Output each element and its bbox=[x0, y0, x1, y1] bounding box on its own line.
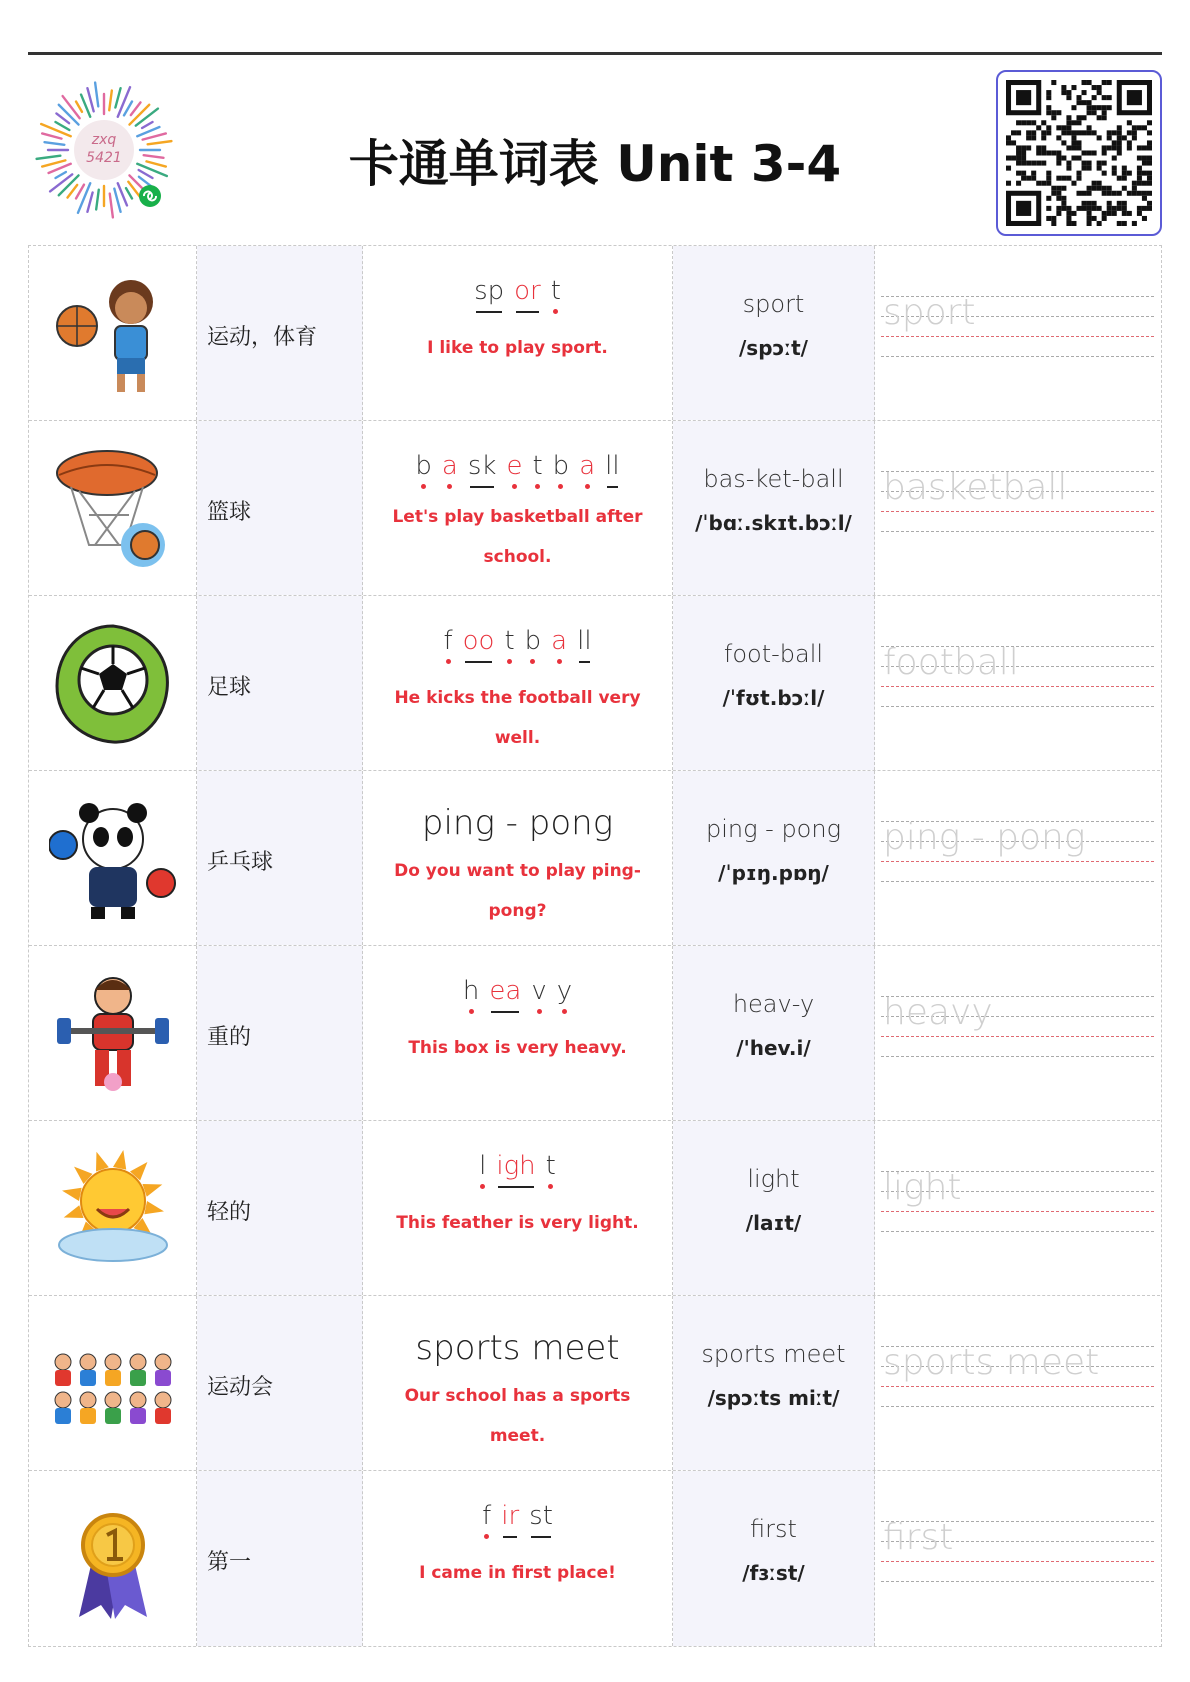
sun-cloud-icon bbox=[49, 1145, 177, 1273]
syllable bbox=[514, 276, 541, 318]
ipa-transcription: /spɔːts miːt/ bbox=[707, 1386, 840, 1410]
syllable-dash-mark bbox=[496, 1181, 535, 1193]
syllable-letters: b bbox=[415, 451, 432, 481]
phonics-word bbox=[363, 451, 672, 493]
page-title: 卡通单词表 Unit 3-4 bbox=[348, 135, 842, 193]
picture-cell bbox=[29, 246, 197, 420]
syllable bbox=[482, 1501, 491, 1543]
handwriting-guide-line bbox=[881, 336, 1154, 337]
chinese-meaning-cell bbox=[197, 1471, 363, 1646]
chinese-meaning-cell bbox=[197, 596, 363, 770]
table-row bbox=[29, 1121, 1160, 1296]
basketball-boy-icon bbox=[49, 270, 177, 398]
pronunciation-cell bbox=[673, 1471, 875, 1646]
handwriting-practice-cell bbox=[875, 246, 1160, 420]
syllable bbox=[529, 1501, 553, 1543]
headword: sports meet bbox=[415, 1328, 620, 1368]
trace-word: heavy bbox=[883, 992, 993, 1033]
syllable-letters: sk bbox=[467, 451, 497, 481]
picture-cell bbox=[29, 1471, 197, 1646]
chinese-meaning: 轻的 bbox=[207, 1200, 252, 1225]
handwriting-practice-cell bbox=[875, 421, 1160, 595]
phonics-word-cell bbox=[363, 246, 673, 420]
handwriting-guide-line bbox=[881, 1386, 1154, 1387]
syllable-dash-mark bbox=[463, 656, 495, 668]
table-row bbox=[29, 946, 1160, 1121]
handwriting-practice-cell bbox=[875, 596, 1160, 770]
syllable-letters: sp bbox=[474, 276, 505, 306]
chinese-meaning: 篮球 bbox=[207, 500, 252, 525]
ipa-transcription: /fɜːst/ bbox=[742, 1561, 805, 1585]
sports-kids-icon bbox=[49, 1320, 177, 1448]
syllable bbox=[551, 276, 561, 318]
pronunciation-cell bbox=[673, 771, 875, 945]
phonics-word bbox=[363, 803, 672, 843]
phonics-word bbox=[363, 276, 672, 318]
chinese-meaning: 运动会 bbox=[207, 1375, 274, 1400]
handwriting-guide-line bbox=[881, 1036, 1154, 1037]
handwriting-guide-line bbox=[881, 511, 1154, 512]
chinese-meaning: 乒乓球 bbox=[207, 850, 274, 875]
trace-word: sports meet bbox=[883, 1342, 1100, 1383]
vocabulary-table bbox=[28, 245, 1162, 1647]
picture-cell bbox=[29, 946, 197, 1120]
page-header bbox=[28, 62, 1162, 242]
syllable-letters: ll bbox=[605, 451, 620, 481]
logo-text-1: zxq bbox=[91, 132, 117, 148]
pronunciation-cell bbox=[673, 1121, 875, 1295]
phonics-word-cell bbox=[363, 771, 673, 945]
syllable-letters: l bbox=[479, 1151, 487, 1181]
panda-ping-pong-icon bbox=[49, 795, 177, 923]
logo-text-2: 5421 bbox=[86, 150, 122, 166]
picture-cell bbox=[29, 771, 197, 945]
handwriting-guide-line bbox=[881, 1231, 1154, 1232]
pronunciation-cell bbox=[673, 946, 875, 1120]
pronunciation-cell bbox=[673, 421, 875, 595]
ipa-transcription: /'hev.i/ bbox=[736, 1036, 811, 1060]
syllable bbox=[506, 451, 522, 493]
syllable-dot-mark bbox=[443, 656, 452, 668]
syllable-letters: a bbox=[551, 626, 568, 656]
syllable-dot-mark bbox=[532, 481, 542, 493]
handwriting-guide-line bbox=[881, 881, 1154, 882]
syllable-letters: b bbox=[524, 626, 542, 656]
syllable-dot-mark bbox=[579, 481, 595, 493]
basketball-hoop-icon bbox=[49, 445, 177, 573]
syllable bbox=[546, 1151, 556, 1193]
syllable-dash-mark bbox=[577, 656, 591, 668]
syllable bbox=[479, 1151, 486, 1193]
syllable bbox=[504, 626, 514, 668]
syllable-letters: f bbox=[443, 626, 453, 656]
qr-code-icon bbox=[1006, 80, 1152, 226]
handwriting-practice-cell bbox=[875, 1471, 1160, 1646]
phonics-word-cell bbox=[363, 596, 673, 770]
syllable-letters: b bbox=[552, 451, 570, 481]
handwriting-guide-line bbox=[881, 861, 1154, 862]
syllable-dot-mark bbox=[546, 1181, 556, 1193]
syllable-dot-mark bbox=[415, 481, 432, 493]
syllable bbox=[474, 276, 504, 318]
syllable bbox=[532, 451, 542, 493]
example-sentence: This box is very heavy. bbox=[408, 1038, 627, 1058]
syllable bbox=[468, 451, 497, 493]
syllable-letters: e bbox=[506, 451, 523, 481]
syllable-letters: st bbox=[529, 1501, 553, 1531]
phonics-word bbox=[363, 626, 672, 668]
syllable bbox=[551, 626, 567, 668]
example-sentence: Let's play basketball after school. bbox=[392, 507, 643, 567]
chinese-meaning-cell bbox=[197, 421, 363, 595]
syllable-dash-mark bbox=[501, 1531, 519, 1543]
table-row bbox=[29, 246, 1160, 421]
handwriting-guide-line bbox=[881, 1211, 1154, 1212]
syllable-letters: t bbox=[532, 451, 543, 481]
syllable-split-word: heav-y bbox=[732, 990, 815, 1018]
syllable bbox=[463, 626, 495, 668]
syllable-dot-mark bbox=[482, 1531, 491, 1543]
ipa-transcription: /ˈpɪŋ.pɒŋ/ bbox=[718, 861, 829, 885]
table-row bbox=[29, 421, 1160, 596]
ipa-transcription: /ˈbɑː.skɪt.bɔːl/ bbox=[695, 511, 852, 535]
syllable-dot-mark bbox=[504, 656, 514, 668]
syllable-letters: t bbox=[504, 626, 515, 656]
trace-word: football bbox=[883, 642, 1019, 683]
handwriting-practice-cell bbox=[875, 771, 1160, 945]
syllable-dot-mark bbox=[553, 481, 570, 493]
headword: ping - pong bbox=[421, 803, 614, 843]
handwriting-guide-line bbox=[881, 1406, 1154, 1407]
phonics-word-cell bbox=[363, 1296, 673, 1470]
syllable-split-word: sports meet bbox=[701, 1340, 846, 1368]
handwriting-practice-cell bbox=[875, 1121, 1160, 1295]
weightlifter-icon bbox=[49, 970, 177, 1098]
handwriting-guide-line bbox=[881, 1581, 1154, 1582]
syllable bbox=[577, 626, 591, 668]
syllable bbox=[579, 451, 595, 493]
chinese-meaning-cell bbox=[197, 1296, 363, 1470]
picture-cell bbox=[29, 1296, 197, 1470]
syllable-dash-mark bbox=[529, 1531, 553, 1543]
syllable-dot-mark bbox=[442, 481, 458, 493]
syllable-dot-mark bbox=[551, 306, 561, 318]
trace-word: light bbox=[883, 1167, 962, 1208]
phonics-word-cell bbox=[363, 1121, 673, 1295]
syllable bbox=[463, 976, 479, 1018]
ipa-transcription: /laɪt/ bbox=[745, 1211, 802, 1235]
syllable-dash-mark bbox=[514, 306, 541, 318]
pronunciation-cell bbox=[673, 246, 875, 420]
chinese-meaning: 第一 bbox=[207, 1550, 252, 1575]
chinese-meaning-cell bbox=[197, 771, 363, 945]
pronunciation-cell bbox=[673, 1296, 875, 1470]
syllable-split-word: bas-ket-ball bbox=[703, 465, 844, 493]
phonics-word-cell bbox=[363, 946, 673, 1120]
example-sentence: I came in first place! bbox=[419, 1563, 616, 1583]
syllable bbox=[415, 451, 432, 493]
top-rule bbox=[28, 52, 1162, 55]
syllable-letters: ea bbox=[489, 976, 522, 1006]
syllable-dot-mark bbox=[525, 656, 542, 668]
example-sentence: He kicks the football very well. bbox=[394, 688, 641, 748]
table-row bbox=[29, 596, 1160, 771]
handwriting-practice-cell bbox=[875, 946, 1160, 1120]
ipa-transcription: /ˈfʊt.bɔːl/ bbox=[722, 686, 825, 710]
syllable-dot-mark bbox=[463, 1006, 479, 1018]
handwriting-guide-line bbox=[881, 1056, 1154, 1057]
chinese-meaning-cell bbox=[197, 246, 363, 420]
syllable-letters: a bbox=[441, 451, 458, 481]
syllable bbox=[442, 451, 458, 493]
trace-word: basketball bbox=[883, 467, 1068, 508]
chinese-meaning: 运动，体育 bbox=[207, 325, 318, 350]
syllable bbox=[489, 976, 521, 1018]
syllable-letters: ir bbox=[501, 1501, 520, 1531]
example-sentence: This feather is very light. bbox=[396, 1213, 639, 1233]
syllable-split-word: light bbox=[747, 1165, 800, 1193]
syllable bbox=[605, 451, 619, 493]
phonics-word bbox=[363, 1501, 672, 1543]
handwriting-guide-line bbox=[881, 356, 1154, 357]
syllable-letters: f bbox=[482, 1501, 492, 1531]
syllable-dash-mark bbox=[489, 1006, 521, 1018]
picture-cell bbox=[29, 421, 197, 595]
table-row bbox=[29, 771, 1160, 946]
picture-cell bbox=[29, 596, 197, 770]
example-sentence: Do you want to play ping-pong? bbox=[394, 861, 641, 921]
syllable-letters: h bbox=[462, 976, 480, 1006]
syllable-dash-mark bbox=[605, 481, 619, 493]
handwriting-guide-line bbox=[881, 1561, 1154, 1562]
handwriting-guide-line bbox=[881, 531, 1154, 532]
syllable-dot-mark bbox=[506, 481, 522, 493]
syllable bbox=[557, 976, 572, 1018]
handwriting-practice-cell bbox=[875, 1296, 1160, 1470]
syllable-split-word: sport bbox=[742, 290, 805, 318]
chinese-meaning: 重的 bbox=[207, 1025, 252, 1050]
syllable bbox=[531, 976, 546, 1018]
syllable bbox=[496, 1151, 535, 1193]
syllable bbox=[525, 626, 542, 668]
syllable-split-word: first bbox=[750, 1515, 797, 1543]
syllable-dot-mark bbox=[531, 1006, 546, 1018]
syllable bbox=[553, 451, 570, 493]
gold-medal-icon bbox=[49, 1495, 177, 1623]
syllable-letters: igh bbox=[496, 1151, 536, 1181]
syllable-split-word: foot-ball bbox=[723, 640, 824, 668]
syllable-letters: a bbox=[579, 451, 596, 481]
trace-word: ping - pong bbox=[883, 817, 1086, 858]
syllable-dash-mark bbox=[474, 306, 504, 318]
syllable-dot-mark bbox=[551, 656, 567, 668]
phonics-word-cell bbox=[363, 421, 673, 595]
trace-word: sport bbox=[883, 292, 976, 333]
syllable-letters: y bbox=[556, 976, 573, 1006]
qr-code bbox=[996, 70, 1162, 236]
syllable-dash-mark bbox=[468, 481, 497, 493]
phonics-word-cell bbox=[363, 1471, 673, 1646]
syllable-dot-mark bbox=[479, 1181, 486, 1193]
syllable-split-word: ping - pong bbox=[706, 815, 841, 843]
example-sentence: Our school has a sports meet. bbox=[404, 1386, 631, 1446]
chinese-meaning-cell bbox=[197, 946, 363, 1120]
soccer-ball-icon bbox=[49, 620, 177, 748]
phonics-word bbox=[363, 976, 672, 1018]
ipa-transcription: /spɔːt/ bbox=[739, 336, 808, 360]
pronunciation-cell bbox=[673, 596, 875, 770]
example-sentence: I like to play sport. bbox=[427, 338, 608, 358]
chinese-meaning: 足球 bbox=[207, 675, 252, 700]
table-row bbox=[29, 1296, 1160, 1471]
syllable-letters: or bbox=[514, 276, 541, 306]
syllable-dot-mark bbox=[557, 1006, 572, 1018]
handwriting-guide-line bbox=[881, 706, 1154, 707]
syllable-letters: t bbox=[550, 276, 561, 306]
handwriting-guide-line bbox=[881, 686, 1154, 687]
table-row bbox=[29, 1471, 1160, 1646]
phonics-word bbox=[363, 1328, 672, 1368]
syllable bbox=[501, 1501, 519, 1543]
picture-cell bbox=[29, 1121, 197, 1295]
syllable-letters: v bbox=[531, 976, 547, 1006]
syllable-letters: oo bbox=[462, 626, 495, 656]
syllable-letters: ll bbox=[577, 626, 592, 656]
chinese-meaning-cell bbox=[197, 1121, 363, 1295]
syllable-letters: t bbox=[545, 1151, 556, 1181]
syllable bbox=[443, 626, 452, 668]
phonics-word bbox=[363, 1151, 672, 1193]
trace-word: first bbox=[883, 1517, 954, 1558]
